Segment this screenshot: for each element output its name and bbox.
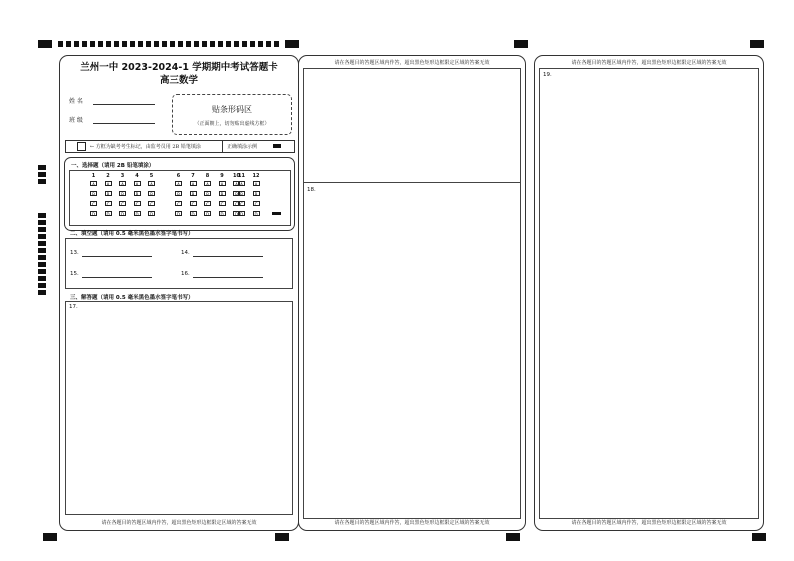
question-number: 10 — [233, 173, 240, 179]
timing-mark — [178, 41, 183, 47]
side-timing-mark — [38, 213, 46, 218]
question-number: 12 — [252, 173, 260, 179]
choice-option-bubble[interactable]: A — [148, 181, 155, 186]
choice-option-bubble[interactable]: B — [148, 191, 155, 196]
class-label: 班 级 — [69, 117, 83, 124]
timing-mark — [114, 41, 119, 47]
corner-mark-bottom-right — [752, 533, 766, 541]
choice-option-bubble[interactable]: B — [219, 191, 226, 196]
fill-item-13-label: 13. — [70, 250, 79, 256]
absent-checkbox[interactable] — [77, 142, 86, 151]
choice-option-bubble[interactable]: B — [105, 191, 112, 196]
question-number: 3 — [120, 173, 125, 179]
name-field[interactable] — [69, 96, 155, 105]
choice-option-bubble[interactable]: A — [175, 181, 182, 186]
class-field[interactable] — [69, 115, 155, 124]
bottom-notice-1: 请在各题目的答题区域内作答，超出黑色矩形边框限定区域的答案无效 — [101, 520, 257, 526]
fill-item-15-line[interactable] — [82, 277, 152, 278]
choice-option-bubble[interactable]: A — [233, 181, 240, 186]
choice-option-bubble[interactable]: D — [91, 212, 96, 217]
timing-mark — [234, 41, 239, 47]
timing-mark — [66, 41, 71, 47]
fill-example-label: 正确填涂示例 — [227, 144, 258, 150]
side-timing-mark — [38, 220, 46, 225]
answer-section-title: 三、解答题（请用 0.5 毫米黑色墨水签字笔书写） — [70, 295, 194, 301]
choice-option-bubble[interactable]: C — [233, 201, 240, 206]
side-timing-mark — [38, 269, 46, 274]
timing-mark — [194, 41, 199, 47]
side-timing-mark — [38, 241, 46, 246]
exam-title: 兰州一中 2023-2024-1 学期期中考试答题卡 — [80, 62, 278, 73]
answer-area-3[interactable] — [539, 68, 759, 519]
fill-item-13-line[interactable] — [82, 256, 152, 257]
timing-mark — [98, 41, 103, 47]
choice-option-bubble[interactable]: C — [134, 201, 141, 206]
timing-mark — [74, 41, 79, 47]
bottom-notice-2: 请在各题目的答题区域内作答，超出黑色矩形边框限定区域的答案无效 — [334, 520, 490, 526]
side-timing-mark — [38, 283, 46, 288]
side-timing-mark — [38, 262, 46, 267]
side-timing-mark — [38, 276, 46, 281]
fill-item-14-line[interactable] — [193, 256, 263, 257]
filled-mark-sample — [272, 212, 281, 215]
choice-option-bubble[interactable]: C — [148, 201, 155, 206]
absent-note: ← 方框为缺考考生标记，由监考员用 2B 铅笔填涂 — [90, 144, 201, 150]
timing-mark — [146, 41, 151, 47]
timing-mark — [122, 41, 127, 47]
fill-item-16-line[interactable] — [193, 277, 263, 278]
choice-option-bubble[interactable]: B — [253, 191, 260, 196]
timing-mark — [138, 41, 143, 47]
side-timing-mark — [38, 165, 46, 170]
question-number: 4 — [135, 173, 139, 179]
timing-mark — [202, 41, 207, 47]
question-19-label: 19. — [543, 72, 552, 78]
choice-grid-box — [69, 170, 291, 226]
choice-option-bubble[interactable]: C — [204, 201, 211, 206]
choice-option-bubble[interactable]: A — [105, 181, 112, 186]
corner-mark-top-mid-left — [285, 40, 299, 48]
choice-option-bubble[interactable]: A — [238, 181, 245, 186]
question-number: 8 — [205, 173, 210, 179]
choice-option-bubble[interactable]: C — [175, 201, 182, 206]
timing-mark — [218, 41, 223, 47]
choice-option-bubble[interactable]: D — [191, 212, 195, 217]
choice-option-bubble[interactable]: D — [149, 212, 154, 217]
corner-mark-top-left — [38, 40, 52, 48]
choice-option-bubble[interactable]: C — [105, 201, 112, 206]
choice-option-bubble[interactable]: D — [176, 212, 181, 217]
fill-example-mark — [273, 144, 281, 148]
timing-mark — [266, 41, 271, 47]
choice-option-bubble[interactable]: D — [254, 212, 258, 217]
side-timing-mark — [38, 255, 46, 260]
question-number: 6 — [176, 173, 181, 179]
question-number: 9 — [220, 173, 224, 179]
choice-option-bubble[interactable]: B — [233, 191, 240, 196]
timing-mark — [130, 41, 135, 47]
choice-option-bubble[interactable]: D — [234, 212, 239, 217]
barcode-hint: （正面朝上，切勿贴出虚线方框） — [194, 121, 270, 127]
answer-panel-3 — [534, 55, 764, 531]
side-timing-mark — [38, 227, 46, 232]
side-timing-mark — [38, 234, 46, 239]
timing-mark — [90, 41, 95, 47]
absent-marker-row — [65, 140, 295, 153]
answer-area-2[interactable] — [303, 68, 521, 519]
choice-option-bubble[interactable]: C — [90, 201, 97, 206]
choice-option-bubble[interactable]: A — [134, 181, 141, 186]
question-17-label: 17. — [69, 304, 78, 310]
question-number: 5 — [149, 173, 154, 179]
timing-mark — [106, 41, 111, 47]
choice-option-bubble[interactable]: C — [190, 201, 197, 206]
top-notice-3: 请在各题目的答题区域内作答，超出黑色矩形边框限定区域的答案无效 — [571, 60, 727, 66]
choice-option-bubble[interactable]: B — [175, 191, 182, 196]
answer-17-box[interactable] — [65, 301, 293, 515]
choice-option-bubble[interactable]: B — [90, 191, 97, 196]
timing-mark — [250, 41, 255, 47]
question-number: 2 — [106, 173, 110, 179]
corner-mark-bottom-left — [43, 533, 57, 541]
choice-option-bubble[interactable]: D — [120, 212, 125, 217]
question-number: 11 — [238, 173, 245, 179]
choice-option-bubble[interactable]: D — [220, 212, 224, 217]
choice-option-bubble[interactable]: A — [190, 181, 197, 186]
name-label: 姓 名 — [69, 98, 83, 105]
side-timing-mark — [38, 248, 46, 253]
choice-section — [64, 157, 295, 231]
top-notice-2: 请在各题目的答题区域内作答，超出黑色矩形边框限定区域的答案无效 — [334, 60, 490, 66]
choice-option-bubble[interactable]: D — [205, 212, 210, 217]
bottom-notice-3: 请在各题目的答题区域内作答，超出黑色矩形边框限定区域的答案无效 — [571, 520, 727, 526]
timing-mark — [162, 41, 167, 47]
timing-mark — [258, 41, 263, 47]
choice-option-bubble[interactable]: D — [106, 212, 110, 217]
side-timing-mark — [38, 179, 46, 184]
corner-mark-top-right — [750, 40, 764, 48]
choice-option-bubble[interactable]: C — [119, 201, 126, 206]
fill-section-title: 二、填空题（请用 0.5 毫米黑色墨水签字笔书写） — [70, 231, 194, 237]
question-divider — [304, 182, 520, 183]
timing-mark — [154, 41, 159, 47]
corner-mark-top-mid — [514, 40, 528, 48]
choice-option-bubble[interactable]: A — [219, 181, 226, 186]
timing-mark — [186, 41, 191, 47]
choice-option-bubble[interactable]: B — [119, 191, 126, 196]
fill-section-box — [65, 238, 293, 289]
corner-mark-bottom-mid-left — [275, 533, 289, 541]
choice-option-bubble[interactable]: A — [90, 181, 97, 186]
choice-option-bubble[interactable]: A — [253, 181, 260, 186]
barcode-title: 贴条形码区 — [212, 105, 252, 114]
question-number: 1 — [91, 173, 96, 179]
answer-panel-2 — [298, 55, 526, 531]
barcode-area — [172, 94, 292, 135]
choice-option-bubble[interactable]: C — [238, 201, 245, 206]
choice-option-bubble[interactable]: B — [204, 191, 211, 196]
timing-mark — [210, 41, 215, 47]
choice-option-bubble[interactable]: D — [239, 212, 244, 217]
timing-mark — [170, 41, 175, 47]
timing-mark — [82, 41, 87, 47]
choice-option-bubble[interactable]: B — [190, 191, 197, 196]
side-timing-mark — [38, 290, 46, 295]
choice-option-bubble[interactable]: D — [135, 212, 139, 217]
fill-item-16-label: 16. — [181, 271, 190, 277]
timing-mark — [274, 41, 279, 47]
fill-item-15-label: 15. — [70, 271, 79, 277]
choice-option-bubble[interactable]: C — [219, 201, 226, 206]
choice-option-bubble[interactable]: A — [204, 181, 211, 186]
question-number: 7 — [191, 173, 195, 179]
class-input-line[interactable] — [93, 117, 155, 124]
divider — [222, 141, 223, 152]
exam-subtitle: 高三数学 — [159, 75, 198, 86]
fill-item-14-label: 14. — [181, 250, 190, 256]
choice-option-bubble[interactable]: A — [119, 181, 126, 186]
corner-mark-bottom-mid — [506, 533, 520, 541]
side-timing-mark — [38, 172, 46, 177]
name-input-line[interactable] — [93, 98, 155, 105]
choice-option-bubble[interactable]: C — [253, 201, 260, 206]
choice-option-bubble[interactable]: B — [134, 191, 141, 196]
choice-option-bubble[interactable]: B — [238, 191, 245, 196]
timing-mark — [226, 41, 231, 47]
answer-panel-1 — [59, 55, 299, 531]
choice-section-title: 一、选择题（请用 2B 铅笔填涂） — [71, 163, 155, 169]
question-18-label: 18. — [307, 187, 316, 193]
timing-mark — [58, 41, 63, 47]
timing-mark — [242, 41, 247, 47]
